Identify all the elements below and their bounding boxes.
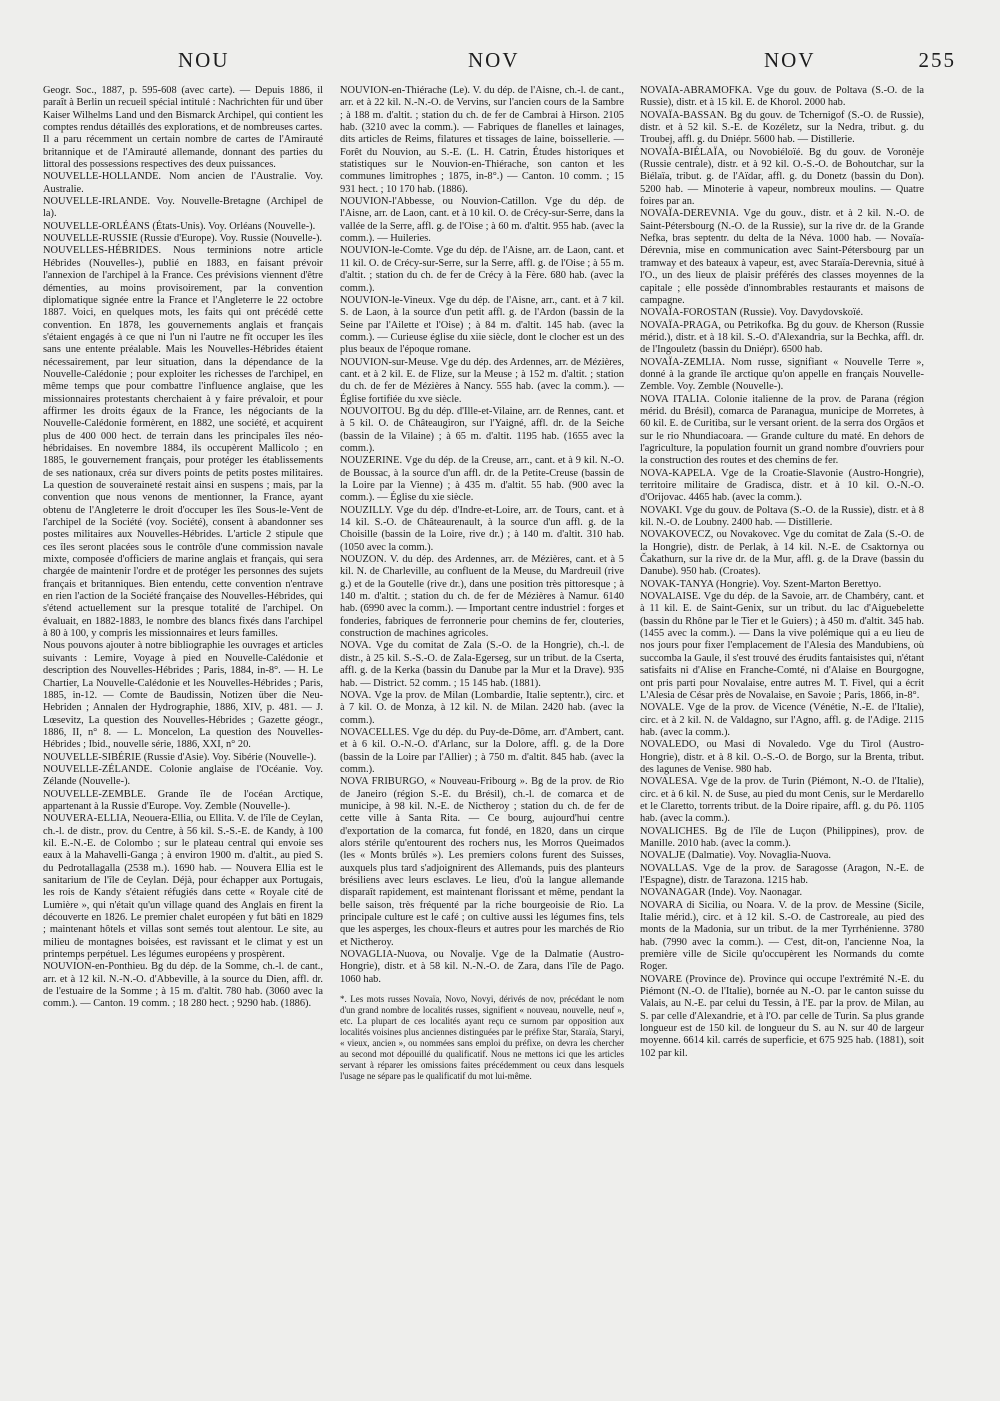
header-right: NOV xyxy=(764,48,816,72)
entry-paragraph: NOUVION-en-Thiérache (Le). V. du dép. de l'Aisne, ch.-l. de cant., arr. et à 22 kil. N.-N.-O. de Vervins, sur l'ancien cours de la Sambre ; à 188 m. d'altit. ; station du ch. de fer de Cambrai à Hirson. 2105 hab. (3210 avec la comm.). — Fabriques de flanelles et lainages, dits articles de Reims, filatures et tissages de laine, boissellerie. — Forêt du Nouvion, au S.-E. (L. H. Catrin, Études historiques et statistiques sur le Nouvion-en-Thiérache, son canton et les communes limitrophes ; 1875, in-8°.) — Canton. 10 comm. ; 15 931 hect. ; 10 170 hab. (1886). xyxy=(340,85,624,195)
entry-paragraph: NOVA. Vge du comitat de Zala (S.-O. de la Hongrie), ch.-l. de distr., à 25 kil. S.-S.-O. de Zala-Egerseg, sur un tribut. de la Cserta, affl. g. de la Kerka (bassin du Danube par la Mur et la Drave). 935 hab. — District. 52 comm. ; 15 145 hab. (1881). xyxy=(340,640,624,689)
entry-paragraph: NOUVELLE-HOLLANDE. Nom ancien de l'Australie. Voy. Australie. xyxy=(43,171,323,195)
page-number: 255 xyxy=(918,48,956,72)
entry-paragraph: NOUVELLES-HÉBRIDES. Nous terminions notre article Hébrides (Nouvelles-), publié en 1883, en faisant prévoir l'annexion de l'archipel à la France. Ces prévisions viennent d'être démenties, au moins provisoirement, par la convention diplomatique signée entre la France et l'Angleterre le 22 octobre 1887. Voici, en quelques mots, les faits qui ont précédé cette convention. En 1878, les gouvernements anglais et français s'étaient engagés à ce que ni l'un ni l'autre ne fît occuper les îles sans une entente préalable. Mais les Nouvelles-Hébrides étaient nécessairement, par leur situation, dans la dépendance de la Nouvelle-Calédonie ; pour exploiter les richesses de l'archipel, en même temps que pour combattre l'influence anglaise, que les missionnaires protestants cherchaient à y faire prévaloir, et pour affirmer les droits égaux de la France, les négociants de la Nouvelle-Calédonie formèrent, en 1882, une société, et acquirent plus de 400 000 hect. de terrain dans les principales îles néo-hébridaises. En novembre 1884, ils occupèrent Mallicolo ; en 1885, le gouvernement français, pour protéger les établissements de ses nationaux, créa sur divers points de petits postes militaires. La question de souveraineté restait ainsi en suspens ; mais, par la convention que nous venons de mentionner, la France, ayant obtenu de l'Angleterre le droit d'occuper les îles Sous-le-Vent de l'archipel de la Société (voy. Société), consent à abandonner ses postes militaires aux Nouvelles-Hébrides. L'article 2 stipule que ces îles seront placées sous le contrôle d'une commission navale mixte, composée d'officiers de marine anglais et français, qui sera chargée de maintenir l'ordre et de protéger les personnes des sujets français et britanniques. Bien entendu, cette convention n'entrave en rien l'action de la Société française des Nouvelles-Hébrides, qui s'étend actuellement sur la presque totalité de l'archipel. On évaluait, en 1882-1883, le nombre des blancs fixés dans l'archipel à 80 à 100, y compris les missionnaires et leurs familles. xyxy=(43,245,323,640)
entry-paragraph: NOVAÏA-PRAGA, ou Petrikofka. Bg du gouv. de Kherson (Russie mérid.), distr. et à 18 kil. S.-O. d'Alexandria, sur la Bechka, affl. dr. de l'Ingouletz (bassin du Dniépr). 6500 hab. xyxy=(640,319,924,356)
entry-paragraph: NOUVELLE-ORLÉANS (États-Unis). Voy. Orléans (Nouvelle-). xyxy=(43,220,316,232)
entry-paragraph: NOVAKI. Vge du gouv. de Poltava (S.-O. de la Russie), distr. et à 8 kil. N.-O. de Loubny. 2400 hab. — Distillerie. xyxy=(640,504,924,529)
entry-paragraph: Geogr. Soc., 1887, p. 595-608 (avec carte). — Depuis 1886, il paraît à Berlin un recueil spécial intitulé : Nachrichten für und über Kaiser Wilhelms Land und den Bismarck Archipel, qui contient les comptes rendus détaillés des explorations, et de nombreuses cartes. xyxy=(43,85,323,134)
entry-paragraph: NOVAKOVECZ, ou Novakovec. Vge du comitat de Zala (S.-O. de la Hongrie), distr. de Perlak, à 14 kil. N.-E. de Csaktornya ou Čakathurn, sur la rive dr. de la Mur, affl. g. de la Drave (bassin du Danube). 950 hab. (Croates). xyxy=(640,529,924,578)
entry-paragraph: NOVARE (Province de). Province qui occupe l'extrémité N.-E. du Piémont (N.-O. de l'Italie), bornée au N.-O. par le canton suisse du Valais, au N.-E. par celui du Tessin, à l'E. par la prov. de Milan, au S. par celle d'Alexandrie, et à l'O. par celle de Turin. Sa plus grande longueur est de 150 kil. de longueur du S. au N. sur 40 de largeur moyenne. 6614 kil. carrés de superficie, et 675 925 hab. (1881), soit 102 par kil. xyxy=(640,973,924,1059)
entry-paragraph: NOUVELLE-ZEMBLE. Grande île de l'océan Arctique, appartenant à la Russie d'Europe. Voy. Zemble (Nouvelle-). xyxy=(43,788,323,812)
entry-paragraph: NOVAK-TANYA (Hongrie). Voy. Szent-Marton Berettyo. xyxy=(640,578,882,590)
entry-paragraph: NOVALICHES. Bg de l'île de Luçon (Philippines), prov. de Manille. 2010 hab. (avec la comm.). xyxy=(640,825,924,849)
entry-paragraph: NOVALESA. Vge de la prov. de Turin (Piémont, N.-O. de l'Italie), circ. et à 6 kil. N. de Suse, au pied du mont Cenis, sur le Merdarello et le Claretto, torrents tribut. de la Doire ripaire, affl. g. du Pô. 1105 hab. (avec la comm.). xyxy=(640,776,924,825)
entry-paragraph: NOUVION-sur-Meuse. Vge du dép. des Ardennes, arr. de Mézières, cant. et à 2 kil. E. de Flize, sur la Meuse ; à 152 m. d'altit. ; station du ch. de fer de Mézières à Nancy. 555 hab. (avec la comm.). — Église fortifiée du xve siècle. xyxy=(340,356,624,405)
entry-paragraph: NOVALJE (Dalmatie). Voy. Novaglia-Nuova. xyxy=(640,850,831,862)
entry-paragraph: NOUVOITOU. Bg du dép. d'Ille-et-Vilaine, arr. de Rennes, cant. et à 5 kil. O. de Châteaugiron, sur l'Yaigné, affl. dr. de la Seiche (bassin de la Vilaine) ; à 65 m. d'altit. 1195 hab. (1655 avec la comm.). xyxy=(340,405,624,454)
entry-paragraph: NOVA. Vge la prov. de Milan (Lombardie, Italie septentr.), circ. et à 7 kil. O. de Monza, à 12 kil. N. de Milan. 2420 hab. (avec la comm.). xyxy=(340,689,624,726)
header-left: NOU xyxy=(178,48,230,72)
entry-paragraph: NOUVELLE-SIBÉRIE (Russie d'Asie). Voy. Sibérie (Nouvelle-). xyxy=(43,751,317,763)
entry-paragraph: NOVALEDO, ou Masi di Novaledo. Vge du Tirol (Austro-Hongrie), distr. et à 8 kil. O.-S.-O. de Borgo, sur la Brenta, tribut. des lagunes de Venise. 980 hab. xyxy=(640,739,924,775)
entry-paragraph: NOUZON. V. du dép. des Ardennes, arr. de Mézières, cant. et à 5 kil. N. de Charleville, au confluent de la Meuse, du Mardreuil (rive g.) et de la Goutelle (rive dr.), dans une position très pittoresque ; à 140 m. d'altit. ; station du ch. de fer de Mézières à Namur. 6140 hab. (6990 avec la comm.). — Important centre industriel : forges et fonderies, fabriques de ferronnerie pour chemins de fer, clouteries, construction de machines agricoles. xyxy=(340,554,624,640)
entry-paragraph: NOUVELLE-ZÉLANDE. Colonie anglaise de l'Océanie. Voy. Zélande (Nouvelle-). xyxy=(43,763,323,788)
column-right xyxy=(640,85,924,1385)
running-header xyxy=(40,48,960,78)
entry-paragraph: NOUZERINE. Vge du dép. de la Creuse, arr., cant. et à 9 kil. N.-O. de Boussac, à la source d'un affl. dr. de la Petite-Creuse (bassin de la Loire par la Vienne) ; à 435 m. d'altit. 55 hab. (900 avec la comm.). — Église du xie siècle. xyxy=(340,455,624,504)
entry-paragraph: Il a paru récemment un certain nombre de cartes de l'Amirauté britannique et de l'Amirauté allemande, donnant des parties du littoral des possessions respectives des deux puissances. xyxy=(43,134,323,171)
entry-paragraph: NOVAÏA-ZEMLIA. Nom russe, signifiant « Nouvelle Terre », donné à la grande île arctique qu'on appelle en français Nouvelle-Zemble. Voy. Zemble (Nouvelle-). xyxy=(640,356,924,393)
entry-paragraph: NOVAÏA-BASSAN. Bg du gouv. de Tchernigof (S.-O. de Russie), distr. et à 52 kil. S.-E. de Kozéletz, sur la Nedra, tribut. g. du Troubej, affl. g. du Dniépr. 5600 hab. — Distillerie. xyxy=(640,109,924,146)
footnote: *. Les mots russes Novaïa, Novo, Novyi, dérivés de nov, précédant le nom d'un grand nombre de localités russes, signifient « nouveau, nouvelle, neuf », etc. La plupart de ces localités ayant reçu ce surnom par opposition aux localités voisines plus anciennes distinguées par le préfixe Star, Staraïa, Staryi, « vieux, ancien », ou nommées sans emploi du préfixe, on devra les chercher au second mot dépouillé du qualificatif. Nous ne mettons ici que les articles servant à réparer les omissions faites précédemment ou ceux dans lesquels l'usage ne sépare pas le qualificatif du mot lui-même. xyxy=(340,994,624,1082)
entry-paragraph: NOVAGLIA-Nuova, ou Novalje. Vge de la Dalmatie (Austro-Hongrie), distr. et à 58 kil. N.-N.-O. de Zara, dans l'île de Pago. 1060 hab. xyxy=(340,949,624,985)
entry-paragraph: NOUVELLE-RUSSIE (Russie d'Europe). Voy. Russie (Nouvelle-). xyxy=(43,233,323,245)
entry-paragraph: NOVALE. Vge de la prov. de Vicence (Vénétie, N.-E. de l'Italie), circ. et à 2 kil. N. de Valdagno, sur l'Agno, affl. g. de l'Adige. 2115 hab. (avec la comm.). xyxy=(640,702,924,738)
entry-paragraph: NOUVELLE-IRLANDE. Voy. Nouvelle-Bretagne (Archipel de la). xyxy=(43,196,323,220)
entry-paragraph: NOVAÏA-ABRAMOFKA. Vge du gouv. de Poltava (S.-O. de la Russie), distr. et à 15 kil. E. de Khorol. 2000 hab. xyxy=(640,85,924,109)
entry-paragraph: NOVALLAS. Vge de la prov. de Saragosse (Aragon, N.-E. de l'Espagne), distr. de Tarazona. 1215 hab. xyxy=(640,862,924,886)
entry-paragraph: NOVANAGAR (Inde). Voy. Naonagar. xyxy=(640,887,803,899)
entry-paragraph: NOUVION-en-Ponthieu. Bg du dép. de la Somme, ch.-l. de cant., arr. et à 12 kil. N.-N.-O. d'Abbeville, à la source du Dien, affl. dr. de l'estuaire de la Somme ; à 15 m. d'altit. 780 hab. (3060 avec la comm.). — Canton. 19 comm. ; 18 280 hect. ; 9290 hab. (1886). xyxy=(43,961,323,1010)
entry-paragraph: NOVA FRIBURGO, « Nouveau-Fribourg ». Bg de la prov. de Rio de Janeiro (région S.-E. du Brésil), ch.-l. de comarca et de municipe, à 98 kil. N.-E. de Nictheroy ; station du ch. de fer de cette ville à Santa Rita. — Ce bourg, aujourd'hui centre d'exportation de la comarca, fut fondé, en 1820, dans un cirque alors stérile qu'entourent des rochers nus, les Morros Queimados (les « Monts brûlés »). Les premiers colons furent des Suisses, auxquels plus tard s'adjoignirent des Allemands, puis des planteurs brésiliens avec leurs esclaves. Le lieu, d'où la langue allemande disparaît rapidement, est maintenant florissant et même, pendant la belle saison, très fréquenté par la riche bourgeoisie de Rio. La principale culture est le café ; on cultive aussi les légumes fins, tels que les asperges, les choux-fleurs et autres pour les marchés de Rio et Nictheroy. xyxy=(340,776,624,948)
column-left xyxy=(43,85,323,1385)
entry-paragraph: NOVARA di Sicilia, ou Noara. V. de la prov. de Messine (Sicile, Italie mérid.), circ. et à 12 kil. S.-O. de Castroreale, au pied des monts de la Madonia, sur un tribut. de la mer Tyrrhénienne. 3780 hab. (7990 avec la comm.). — C'est, dit-on, l'ancienne Noa, la première ville de Sicile qu'occupèrent les Normands du comte Roger. xyxy=(640,899,924,973)
entry-paragraph: Nous pouvons ajouter à notre bibliographie les ouvrages et articles suivants : Lemire, Voyage à pied en Nouvelle-Calédonie et description des Nouvelles-Hébrides ; Paris, 1884, in-8°. — H. Le Chartier, La Nouvelle-Calédonie et les Nouvelles-Hébrides ; Paris, 1885, in-12. — Comte de Baudissin, Notizen über die Neu-Hebriden ; Annalen der Hydrographie, 1886, XIV, p. 481. — J. Lœsevitz, La question des Nouvelles-Hébrides ; Gazette géogr., 1886, II, n° 8. — L. Moncelon, La question des Nouvelles-Hébrides ; Ibid., nouvelle série, 1886, XXI, n° 20. xyxy=(43,640,323,751)
entry-paragraph: NOUZILLY. Vge du dép. d'Indre-et-Loire, arr. de Tours, cant. et à 14 kil. S.-O. de Châteaurenault, à la source d'un affl. g. de la Choisille (bassin de la Loire, rive dr.) ; à 140 m. d'altit. 310 hab. (1050 avec la comm.). xyxy=(340,504,624,553)
entry-paragraph: NOUVION-le-Comte. Vge du dép. de l'Aisne, arr. de Laon, cant. et 11 kil. O. de Crécy-sur-Serre, sur la Serre, affl. g. de l'Oise ; à 55 m. d'altit. ; station du ch. de fer de Crécy à la Fère. 680 hab. (avec la comm.). xyxy=(340,245,624,294)
entry-paragraph: NOVAÏA-DEREVNIA. Vge du gouv., distr. et à 2 kil. N.-O. de Saint-Pétersbourg (N.-O. de la Russie), sur la rive dr. de la Grande Nefka, bras septentr. du delta de la Néva. 1000 hab. — Novaïa-Dérevnia, mise en communication avec Saint-Pétersbourg par un tramway et des bateaux à vapeur, est, avec Staraïa-Derevnia, situé à l'O., un des lieux de plaisir préférés des classes moyennes de la capitale ; elle possède d'innombrables restaurants et maisons de campagne. xyxy=(640,208,924,306)
entry-paragraph: NOVACELLES. Vge du dép. du Puy-de-Dôme, arr. d'Ambert, cant. et à 6 kil. O.-N.-O. d'Arlanc, sur la Dolore, affl. g. de la Dore (bassin de la Loire par l'Allier) ; à 750 m. d'altit. 845 hab. (avec la comm.). xyxy=(340,726,624,775)
entry-paragraph: NOVA ITALIA. Colonie italienne de la prov. de Parana (région mérid. du Brésil), comarca de Paranagua, municipe de Morretes, à 60 kil. E. de Curitiba, sur le versant orient. de la serra dos Orgãos et sur le rio Nhundiacoara. — Grande culture du maté. En dehors de l'agriculture, la population fournit un grand nombre d'ouvriers pour la construction des routes et des chemins de fer. xyxy=(640,393,924,467)
entry-paragraph: NOVAÏA-FOROSTAN (Russie). Voy. Davydovskoïé. xyxy=(640,307,864,319)
entry-paragraph: NOVA-KAPELA. Vge de la Croatie-Slavonie (Austro-Hongrie), territoire militaire de Gradisca, distr. et à 10 kil. O.-N.-O. d'Orijovac. 4465 hab. (avec la comm.). xyxy=(640,467,924,504)
column-middle xyxy=(340,85,624,1385)
header-center: NOV xyxy=(468,48,520,72)
entry-paragraph: NOUVION-le-Vineux. Vge du dép. de l'Aisne, arr., cant. et à 7 kil. S. de Laon, à la source d'un petit affl. g. de l'Ardon (bassin de la Seine par l'Ailette et l'Oise) ; à 84 m. d'altit. 145 hab. (avec la comm.). — Curieuse église du xiie siècle, dont le clocher est un des plus beaux de l'époque romane. xyxy=(340,294,624,356)
entry-paragraph: NOUVERA-ELLIA, Neouera-Ellia, ou Ellita. V. de l'île de Ceylan, ch.-l. de distr., prov. du Centre, à 56 kil. S.-S.-E. de Kandy, à 100 kil. E.-N.-E. de Colombo ; sur le plateau central qui envoie ses eaux à la Mahavelli-Ganga ; à environ 1900 m. d'altit., au pied S. du Pedrotallagalla (2538 m.). 1690 hab. — Nouvera Ellia est le sanitarium de l'île de Ceylan. Déjà, pour échapper aux Portugais, les rois de Kandy s'étaient réfugiés dans cette « Royale cité de Lumière », qui n'était qu'un village quand des Anglais en firent la découverte en 1826. Le premier chalet européen y fut bâti en 1829 ; maintenant hôtels et villas sont semés tout alentour. Le site, au milieu de montagnes boisées, est ravissant et le climat y est un printemps perpétuel. Les légumes européens y prospèrent. xyxy=(43,813,323,961)
entry-paragraph: NOVALAISE. Vge du dép. de la Savoie, arr. de Chambéry, cant. et à 11 kil. E. de Saint-Genix, sur un tribut. du lac d'Aiguebelette (bassin du Rhône par le Tier et le Guiers) ; à 450 m. d'altit. 345 hab. (1455 avec la comm.). — Dans la vive polémique qui a eu lieu de nos jours pour fixer l'emplacement de l'Alesia des Mandubiens, où succomba la Gaule, il s'est trouvé des érudits fantaisistes qui, n'étant satisfaits ni d'Alise en Franche-Comté, ni d'Alaise en Bourgogne, ont pris parti pour Novalaise, entre autres M. T. Fivel, qui a écrit L'Alesia de César près de Novalaise, en Savoie ; Paris, 1866, in-8°. xyxy=(640,591,924,701)
entry-paragraph: NOUVION-l'Abbesse, ou Nouvion-Catillon. Vge du dép. de l'Aisne, arr. de Laon, cant. et à 10 kil. O. de Crécy-sur-Serre, dans la vallée de la Serre, affl. g. de l'Oise ; à 60 m. d'altit. 955 hab. (avec la comm.). — Huileries. xyxy=(340,196,624,245)
entry-paragraph: NOVAÏA-BIÉLAÏA, ou Novobiéloïé. Bg du gouv. de Voronèje (Russie centrale), distr. et à 92 kil. O.-S.-O. de Bohoutchar, sur la Biélaïa, tribut. g. de l'Aïdar, affl. g. du Donetz (bassin du Don). 5200 hab. — Minoterie à vapeur, nombreux moulins. — Quatre foires par an. xyxy=(640,146,924,208)
